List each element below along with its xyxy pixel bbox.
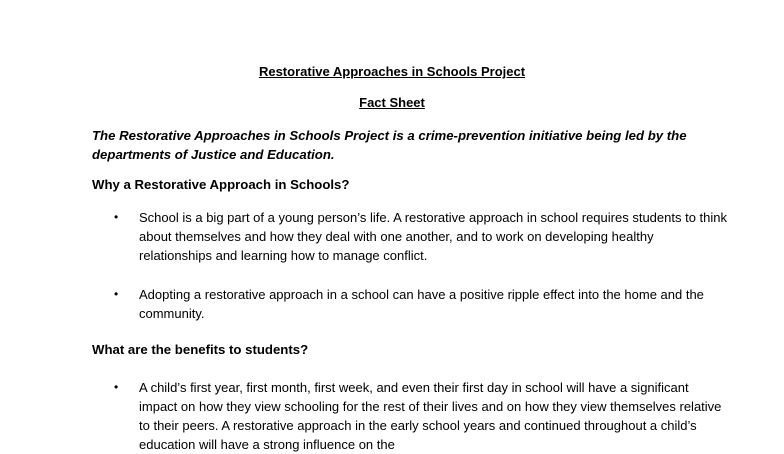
bullet-marker: • — [114, 210, 119, 224]
bullet-marker: • — [114, 380, 119, 394]
bullet-text: A child’s first year, first month, first week, and even their first day in school will have a significant impact on how they view schooling for the rest of their lives and on how they view themselves relative to their peers. A restorative approach in the early school years and continued throughout a child’s education will have a strong influence on the — [139, 380, 722, 452]
bullet-text: Adopting a restorative approach in a school can have a positive ripple effect into the home and the community. — [139, 287, 704, 321]
bullet-marker: • — [114, 287, 119, 301]
intro-paragraph: The Restorative Approaches in Schools Project is a crime-prevention initiative being led by the departments of Justice and Education. — [92, 128, 687, 162]
document-title: Restorative Approaches in Schools Project — [258, 64, 526, 79]
section-heading-benefits: What are the benefits to students? — [92, 342, 309, 357]
section-heading-why: Why a Restorative Approach in Schools? — [92, 177, 350, 192]
document-subtitle: Fact Sheet — [359, 95, 425, 110]
bullet-text: School is a big part of a young person’s life. A restorative approach in school requires students to think about themselves and how they deal with one another, and to work on developing healthy relationships and learning how to manage conflict. — [139, 210, 727, 263]
